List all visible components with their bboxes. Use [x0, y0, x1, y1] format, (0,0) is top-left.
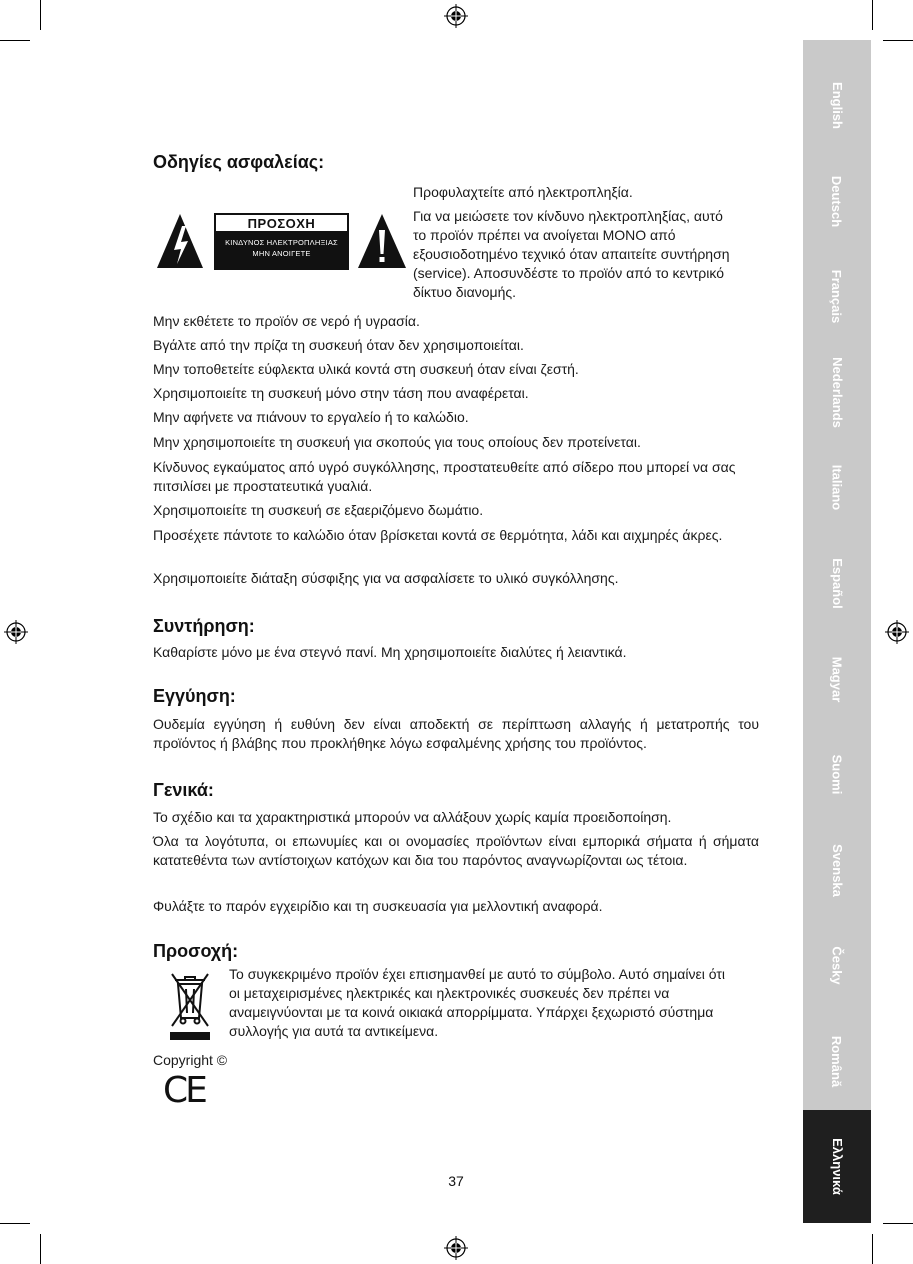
warning-label-line2: ΜΗΝ ΑΝΟΙΓΕΤΕ	[252, 249, 311, 258]
safety-item: Χρησιμοποιείτε διάταξη σύσφιξης για να ασφαλίσετε το υλικό συγκόλλησης.	[153, 570, 619, 586]
shock-text-line2: Για να μειώσετε τον κίνδυνο ηλεκτροπληξίας, αυτό το προϊόν πρέπει να ανοίγεται ΜΟΝΟ από εξουσιοδοτημένο τεχνικό όταν απαιτείτε συντήρηση (service). Αποσυνδέστε το προϊόν από το κεντρικό δίκτυο διανομής.	[413, 208, 730, 300]
safety-item: Προσέχετε πάντοτε το καλώδιο όταν βρίσκεται κοντά σε θερμότητα, λάδι και αιχμηρές άκρες.	[153, 527, 723, 543]
maintenance-text: Καθαρίστε μόνο με ένα στεγνό πανί. Μη χρησιμοποιείτε διαλύτες ή λειαντικά.	[153, 644, 627, 660]
tab-label: Suomi	[829, 754, 845, 795]
safety-item: Μην εκθέτετε το προϊόν σε νερό ή υγρασία.	[153, 313, 420, 329]
tab-label: Ελληνικά	[829, 1138, 845, 1195]
tab-label: Magyar	[829, 656, 845, 703]
tab-label: Español	[829, 558, 845, 609]
shock-text-line1: Προφυλαχτείτε από ηλεκτροπληξία.	[413, 184, 633, 200]
caution-heading: Προσοχή:	[153, 941, 239, 961]
tab-deutsch[interactable]	[803, 152, 871, 251]
copyright-text: Copyright ©	[153, 1052, 228, 1068]
tab-label: Nederlands	[829, 357, 845, 428]
crop-mark	[872, 0, 873, 30]
crop-mark	[40, 0, 41, 30]
tab-label: English	[829, 82, 845, 129]
safety-item: Χρησιμοποιείτε τη συσκευή σε εξαεριζόμενο δωμάτιο.	[153, 502, 484, 518]
tab-nederlands[interactable]	[803, 343, 871, 442]
warranty-heading: Εγγύηση:	[153, 686, 236, 706]
general-item: Φυλάξτε το παρόν εγχειρίδιο και τη συσκευασία για μελλοντική αναφορά.	[153, 898, 603, 914]
crop-mark	[883, 1223, 913, 1224]
crossed-out-wheelie-bin-icon	[166, 966, 214, 1042]
tab-magyar[interactable]	[803, 630, 871, 729]
caution-text: Το συγκεκριμένο προϊόν έχει επισημανθεί με αυτό το σύμβολο. Αυτό σημαίνει ότι οι μεταχειρισμένες ηλεκτρικές και ηλεκτρονικές συσκευές δεν πρέπει να αναμειγνύονται με τα κοινά οικιακά απορρίμματα. Υπάρχει ξεχωριστό σύστημα συλλογής για αυτά τα αντικείμενα.	[229, 966, 725, 1039]
tab-label: Česky	[829, 946, 845, 985]
general-heading: Γενικά:	[153, 780, 214, 800]
crop-mark	[872, 1234, 873, 1264]
crop-mark	[0, 1223, 30, 1224]
general-item: Όλα τα λογότυπα, οι επωνυμίες και οι ονομασίες προϊόντων είναι εμπορικά σήματα ή σήματα κατατεθέντα των αντίστοιχων κατόχων και δια του παρόντος αναγνωρίζονται ως τέτοια.	[153, 833, 759, 868]
registration-mark-icon	[4, 620, 28, 644]
general-item: Το σχέδιο και τα χαρακτηριστικά μπορούν να αλλάξουν χωρίς καμία προειδοποίηση.	[153, 809, 672, 825]
tab-label: Română	[829, 1035, 845, 1088]
safety-item: Μην αφήνετε να πιάνουν το εργαλείο ή το καλώδιο.	[153, 409, 469, 425]
tab-italiano[interactable]	[803, 438, 871, 537]
tab-francais[interactable]	[803, 247, 871, 346]
warranty-text: Ουδεμία εγγύηση ή ευθύνη δεν είναι αποδεκτή σε περίπτωση αλλαγής ή μετατροπής του προϊόντος ή βλάβης που προκλήθηκε λόγω εσφαλμένης χρήσης του προϊόντος.	[153, 716, 759, 751]
warning-label-line1: ΚΙΝΔΥΝΟΣ ΗΛΕΚΤΡΟΠΛΗΞΙΑΣ	[225, 238, 338, 247]
safety-item: Μην τοποθετείτε εύφλεκτα υλικά κοντά στη συσκευή όταν είναι ζεστή.	[153, 361, 579, 377]
tab-label: Français	[829, 269, 845, 324]
maintenance-heading: Συντήρηση:	[153, 616, 255, 636]
tab-ellinika[interactable]	[803, 1110, 871, 1223]
ce-mark-icon: CE	[163, 1070, 205, 1111]
tab-label: Svenska	[829, 844, 845, 897]
crop-mark	[0, 40, 30, 41]
tab-espanol[interactable]	[803, 534, 871, 633]
tab-cesky[interactable]	[803, 916, 871, 1015]
registration-mark-icon	[444, 4, 468, 28]
safety-heading: Οδηγίες ασφαλείας:	[153, 152, 325, 172]
page-number: 37	[448, 1173, 464, 1189]
language-sidebar	[803, 40, 871, 1223]
registration-mark-icon	[444, 1236, 468, 1260]
safety-item: Βγάλτε από την πρίζα τη συσκευή όταν δεν χρησιμοποιείται.	[153, 337, 524, 353]
warning-label-heading: ΠΡΟΣΟΧΗ	[214, 213, 349, 233]
electric-shock-warning-icon	[155, 212, 205, 270]
safety-item: Χρησιμοποιείτε τη συσκευή μόνο στην τάση που αναφέρεται.	[153, 385, 529, 401]
tab-label: Deutsch	[829, 175, 845, 228]
crop-mark	[883, 40, 913, 41]
registration-mark-icon	[885, 620, 909, 644]
tab-suomi[interactable]	[803, 725, 871, 824]
tab-english[interactable]	[803, 56, 871, 155]
crop-mark	[40, 1234, 41, 1264]
safety-item: Μην χρησιμοποιείτε τη συσκευή για σκοπούς για τους οποίους δεν προτείνεται.	[153, 434, 641, 450]
safety-item: Κίνδυνος εγκαύματος από υγρό συγκόλλησης, προστατευθείτε από σίδερο που μπορεί να σας πιτσιλίσει με προστατευτικά γυαλιά.	[153, 459, 736, 494]
exclamation-warning-icon	[356, 212, 408, 270]
warning-label	[214, 213, 349, 270]
tab-romana[interactable]	[803, 1012, 871, 1111]
tab-label: Italiano	[829, 464, 845, 511]
tab-svenska[interactable]	[803, 821, 871, 920]
